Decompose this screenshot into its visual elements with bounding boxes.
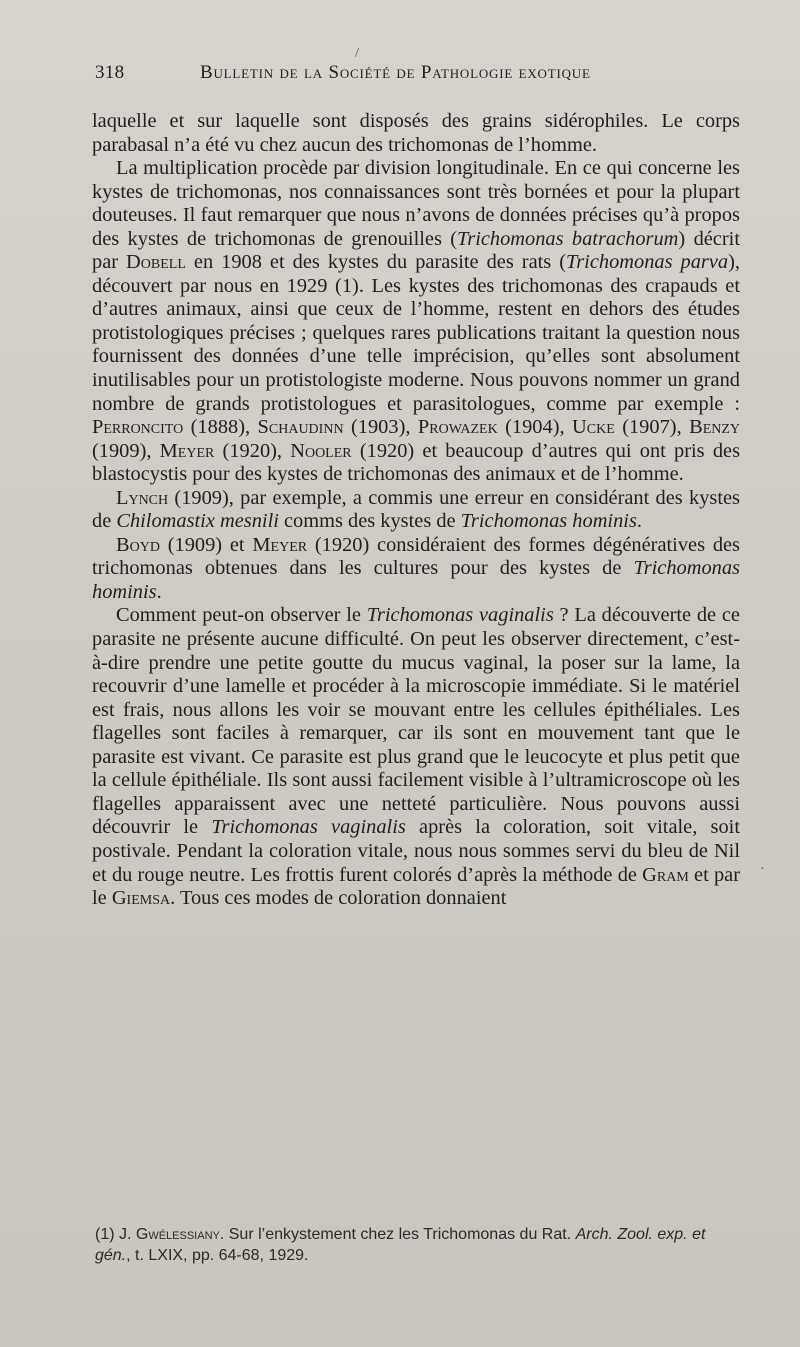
- text-run: (1903),: [343, 416, 418, 439]
- text-run: .: [636, 510, 642, 533]
- text-run: et par le: [92, 863, 740, 910]
- author-name: Giemsa: [111, 887, 171, 910]
- ink-mark: /: [355, 46, 359, 61]
- text-run: . Sur l’enkystement chez les Trichomonas du Rat.: [219, 1226, 576, 1243]
- author-name: Boyd: [116, 533, 160, 556]
- author-name: Meyer: [159, 439, 215, 462]
- text-run: ? La découverte de ce parasite ne présente aucune difficulté. On peut les observer directement, c’est-à-dire prendre une petite goutte du mucus vaginal, la poser sur la lame, la recouvrir d’une lamelle et procéder à la microscopie immédiate. Si le matériel est frais, nous allons les voir se mouvant entre les cellules épithéliales. Les flagelles sont faciles à remarquer, car ils sont en mouvement tant que le parasite est vivant. Ce parasite est plus grand que le leucocyte et plus petit que la cellule épithéliale. Ils sont aussi facilement visible à l’ultramicroscope où les flagelles apparaissent avec une netteté particulière. Nous pouvons aussi découvrir le: [92, 604, 740, 839]
- text-run: .: [156, 580, 162, 603]
- text-run: (1920) et beaucoup d’autres qui ont pris des blastocystis pour des kystes de trichomonas des animaux et de l’homme.: [92, 439, 741, 486]
- author-name: Meyer: [252, 533, 308, 556]
- author-name: Ucke: [572, 416, 615, 439]
- text-run: Comment peut-on observer le: [116, 604, 367, 627]
- author-name: Nooler: [290, 439, 352, 462]
- text-run: (1907),: [614, 416, 690, 439]
- text-run: ) décrit par: [92, 227, 740, 274]
- author-name: Gwélessiany: [135, 1226, 220, 1243]
- page-number: 318: [95, 62, 125, 83]
- text-run: (1909) et: [159, 533, 253, 556]
- species-name: Trichomonas hominis: [92, 557, 740, 603]
- text-run: , t. LXIX, pp. 64-68, 1929.: [126, 1247, 309, 1264]
- species-name: Chilomastix mesnili: [116, 510, 279, 533]
- text-run: ), découvert par nous en 1929 (1). Les kystes des trichomonas des crapauds et d’autres animaux, ainsi que ceux de l’homme, restent en dehors des études protistologiques précises ; quelques rares publications traitant la question nous fournissent des données d’une telle imprécision, qu’elles sont absolument inutilisables pour un protistologiste moderne. Nous pouvons nommer un grand nombre de grands protistologues et parasitologues, comme par exemple :: [92, 251, 740, 415]
- author-name: Dobell: [126, 251, 186, 274]
- species-name: Trichomonas hominis: [460, 510, 637, 533]
- author-name: Lynch: [116, 486, 169, 509]
- journal-title: Bulletin de la Société de Pathologie exotique: [200, 62, 591, 83]
- text-run: comms des kystes de: [278, 510, 461, 533]
- paragraph-1: laquelle et sur laquelle sont disposés des grains sidérophiles. Le corps parabasal n’a été vu chez aucun des trichomonas de l’homme.: [92, 110, 740, 156]
- paragraph-4: [92, 534, 740, 605]
- journal-name: Arch. Zool. exp. et gén.: [95, 1226, 706, 1264]
- text-run: La multiplication procède par division longitudinale. En ce qui concerne les kystes de trichomonas, nos connaissances sont très bornées et pour la plupart douteuses. Il faut remarquer que nous n’avons de données précises qu’à propos des kystes de trichomonas de grenouilles (: [92, 157, 740, 250]
- paragraph-5: [92, 604, 740, 910]
- author-name: Schaudinn: [257, 416, 344, 439]
- paragraph-2: [92, 157, 740, 487]
- text-run: en 1908 et des kystes du parasite des rats (: [185, 251, 567, 274]
- text-run: (1) J.: [95, 1226, 136, 1243]
- text-run: après la coloration, soit vitale, soit postivale. Pendant la coloration vitale, nous nous sommes servi du bleu de Nil et du rouge neutre. Les frottis furent colorés d’après la méthode de: [92, 816, 740, 886]
- species-name: Trichomonas vaginalis: [366, 604, 554, 627]
- body-text: [92, 110, 740, 911]
- author-name: Perroncito: [92, 416, 184, 439]
- text-run: (1920),: [214, 439, 291, 462]
- text-run: (1909), par exemple, a commis une erreur en considérant des kystes de: [92, 486, 740, 533]
- text-run: (1920) considéraient des formes dégénératives des trichomonas obtenues dans les cultures pour des kystes de: [92, 533, 740, 580]
- species-name: Trichomonas batrachorum: [457, 227, 679, 250]
- ink-mark: ·: [760, 862, 765, 877]
- species-name: Trichomonas vaginalis: [211, 816, 406, 839]
- text-run: (1904),: [497, 416, 573, 439]
- text-run: . Tous ces modes de coloration donnaient: [170, 887, 507, 910]
- text-run: (1909),: [92, 439, 160, 462]
- text-run: (1888),: [183, 416, 258, 439]
- author-name: Gram: [642, 863, 689, 886]
- author-name: Prowazek: [417, 416, 498, 439]
- author-name: Benzy: [689, 416, 741, 439]
- species-name: Trichomonas parva: [566, 251, 729, 274]
- footnote: [95, 1224, 745, 1266]
- paragraph-3: [92, 487, 740, 534]
